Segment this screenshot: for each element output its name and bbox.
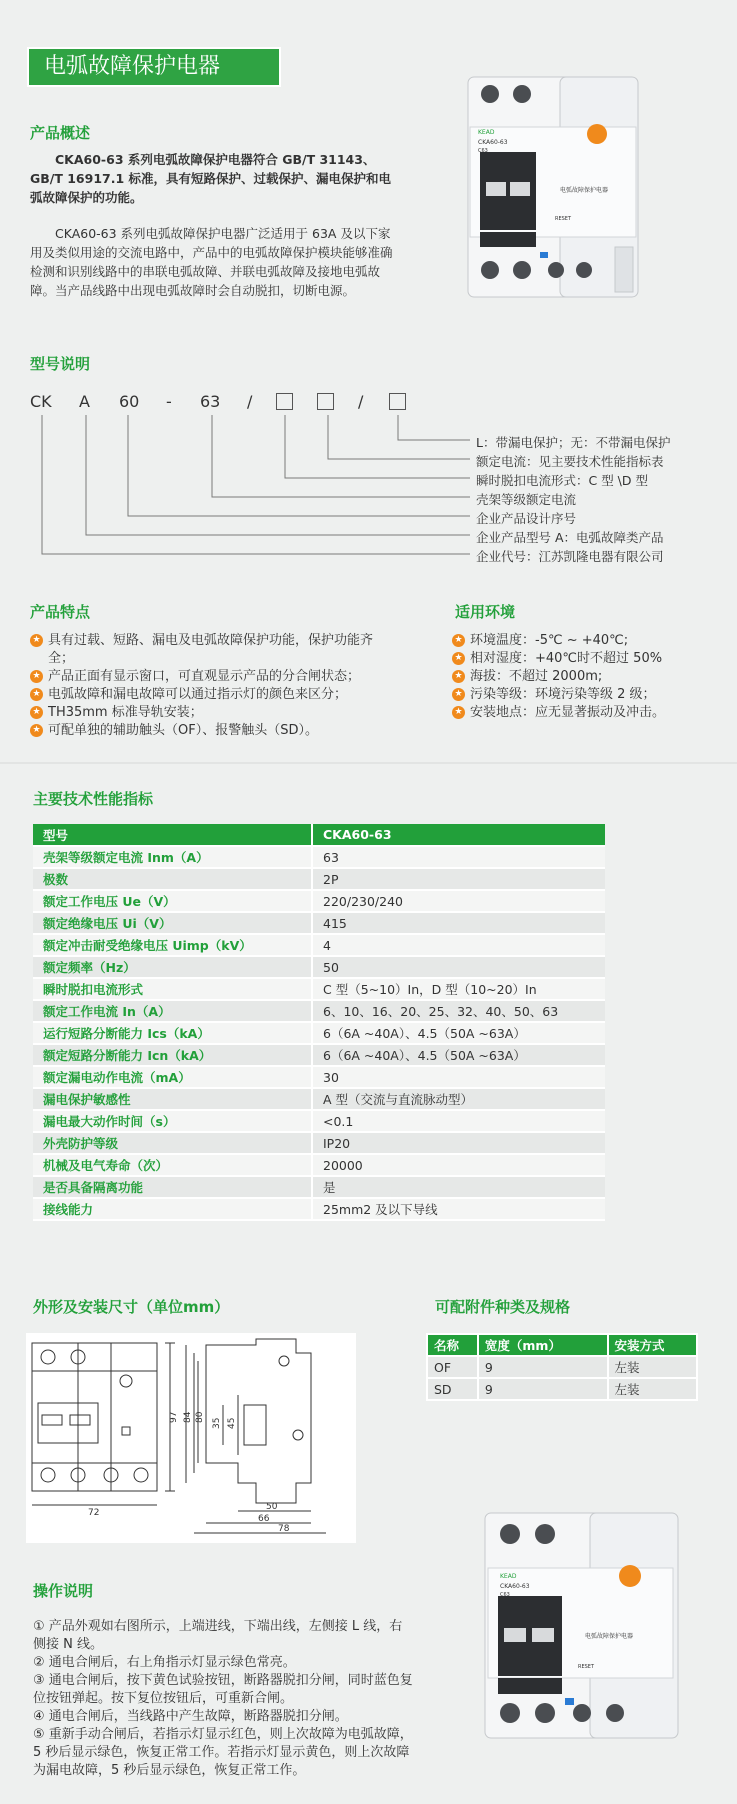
model-legend-2: 额定电流：见主要技术性能指标表 [476,454,664,469]
table-row: 额定绝缘电压 Ui（V） 415 [33,912,605,934]
dimensions-title: 外形及安装尺寸（单位mm） [33,1298,230,1316]
table-row: 外壳防护等级 IP20 [33,1132,605,1154]
model-legend-4: 壳架等级额定电流 [476,492,577,507]
leader-line-1 [398,415,470,440]
dim-label-45: 45 [227,1417,237,1429]
feature-item: ★ 电弧故障和漏电故障可以通过指示灯的颜色来区分； [30,686,390,704]
model-part-a: A [79,392,90,411]
leader-line-3 [285,415,470,478]
table-row: 额定频率（Hz） 50 [33,956,605,978]
feature-item: ★ 可配单独的辅助触头（OF）、报警触头（SD）。 [30,722,390,740]
table-row: 额定冲击耐受绝缘电压 Uimp（kV） 4 [33,934,605,956]
model-legend-1: L：带漏电保护；无：不带漏电保护 [476,435,671,450]
model-placeholder-box-2 [317,393,334,410]
star-icon: ★ [452,634,465,647]
section-divider [0,762,737,764]
table-row: 是否具备隔离功能 是 [33,1176,605,1198]
model-placeholder-box-3 [389,393,406,410]
model-part-60: 60 [119,392,140,411]
specs-header-key: 型号 [33,824,312,846]
table-row: 漏电保护敏感性 A 型（交流与直流脉动型） [33,1088,605,1110]
specs-header-row [33,824,605,846]
table-row: 漏电最大动作时间（s） <0.1 [33,1110,605,1132]
device-name-label-2: 电弧故障保护电器 [585,1633,634,1640]
operation-item: ③ 通电合闸后，按下黄色试验按钮，断路器脱扣分闸，同时蓝色复位按钮弹起。按下复位按钮后，可重新合闸。 [33,1673,413,1706]
environment-item: ★ 安装地点：应无显著振动及冲击。 [452,704,722,722]
star-icon: ★ [30,670,43,683]
operation-list [33,1618,413,1780]
features-list [30,632,390,740]
environment-item: ★ 相对湿度：+40℃时不超过 50% [452,650,722,668]
star-icon: ★ [452,688,465,701]
table-row: 极数 2P [33,868,605,890]
environment-item: ★ 污染等级：环境污染等级 2 级； [452,686,722,704]
star-icon: ★ [30,706,43,719]
star-icon: ★ [30,634,43,647]
table-row: 额定工作电流 In（A） 6、10、16、20、25、32、40、50、63 [33,1000,605,1022]
star-icon: ★ [452,670,465,683]
leader-line-5 [128,415,470,516]
device-brand-label: KEAD [478,129,495,136]
specs-header-value: CKA60-63 [312,824,605,846]
device-name-label: 电弧故障保护电器 [560,187,609,194]
dim-label-97: 97 [169,1411,179,1423]
device-rating-label: C63 [478,148,488,154]
feature-item: ★ 具有过载、短路、漏电及电弧故障保护功能，保护功能齐全； [30,632,390,668]
leader-line-2 [328,415,470,459]
model-legend-7: 企业代号：江苏凯隆电器有限公司 [476,549,664,564]
device-reset-label-2: RESET [578,1664,595,1670]
product-photo-top [460,72,640,304]
operation-item: ① 产品外观如右图所示，上端进线，下端出线，左侧接 L 线，右侧接 N 线。 [33,1619,403,1652]
table-row: 壳架等级额定电流 Inm（A） 63 [33,846,605,868]
model-part-dash: - [166,392,172,411]
model-legend-6: 企业产品型号 A：电弧故障类产品 [476,530,664,545]
table-row: 额定漏电动作电流（mA） 30 [33,1066,605,1088]
model-part-63: 63 [200,392,221,411]
overview-para-1: CKA60-63 系列电弧故障保护电器符合 GB/T 31143、GB/T 16917.1 标准，具有短路保护、过载保护、漏电保护和电弧故障保护的功能。 [30,152,392,205]
leader-line-7 [42,415,470,554]
table-row: 机械及电气寿命（次） 20000 [33,1154,605,1176]
features-title: 产品特点 [30,603,91,621]
overview-para-2: CKA60-63 系列电弧故障保护电器广泛适用于 63A 及以下家用及类似用途的交流电路中，产品中的电弧故障保护模块能够准确检测和识别线路中的串联电弧故障、并联电弧故障及接地电弧故障。当产品线路中出现电弧故障时会自动脱扣，切断电源。 [30,226,393,298]
operation-title: 操作说明 [33,1582,94,1600]
product-photo-bottom [470,1508,685,1753]
model-legend-5: 企业产品设计序号 [476,511,577,526]
leader-line-6 [86,415,470,535]
environment-item: ★ 环境温度：-5℃ ~ +40℃; [452,632,722,650]
device-model-label-2: CKA60-63 [500,1583,530,1590]
device-rating-label-2: C63 [500,1592,510,1598]
dim-label-72: 72 [88,1508,100,1518]
star-icon: ★ [452,652,465,665]
table-row: 瞬时脱扣电流形式 C 型（5~10）In，D 型（10~20）In [33,978,605,1000]
dim-label-78: 78 [278,1524,290,1534]
specs-table [33,824,605,1221]
table-row: 额定短路分断能力 Icn（kA） 6（6A ~40A）、4.5（50A ~63A） [33,1044,605,1066]
feature-item: ★ 产品正面有显示窗口，可直观显示产品的分合闸状态； [30,668,390,686]
dim-label-80: 80 [195,1411,205,1423]
table-row: 额定工作电压 Ue（V） 220/230/240 [33,890,605,912]
breaker-device-2 [485,1513,678,1738]
environment-title: 适用环境 [455,603,516,621]
dimension-drawing [26,1333,356,1543]
table-row: 运行短路分断能力 Ics（kA） 6（6A ~40A）、4.5（50A ~63A） [33,1022,605,1044]
leader-line-4 [212,415,470,497]
operation-item: ④ 通电合闸后，当线路中产生故障，断路器脱扣分闸。 [33,1709,348,1724]
environment-item: ★ 海拔：不超过 2000m; [452,668,722,686]
operation-item: ⑤ 重新手动合闸后，若指示灯显示红色，则上次故障为电弧故障，5 秒后显示绿色，恢复正常工作。若指示灯显示黄色，则上次故障为漏电故障，5 秒后显示绿色，恢复正常工作。 [33,1727,413,1778]
dim-label-35: 35 [212,1417,222,1429]
environment-list [452,632,722,722]
dim-label-66: 66 [258,1514,270,1524]
feature-item: ★ TH35mm 标准导轨安装； [30,704,390,722]
table-row: OF 9 左装 [427,1356,697,1378]
table-row: SD 9 左装 [427,1378,697,1400]
star-icon: ★ [30,688,43,701]
model-legend-3: 瞬时脱扣电流形式：C 型 \D 型 [476,473,648,488]
model-placeholder-box-1 [276,393,293,410]
model-part-slash-2: / [358,392,364,411]
device-reset-label: RESET [555,216,572,222]
accessories-table [426,1333,698,1401]
device-model-label: CKA60-63 [478,139,508,146]
device-brand-label-2: KEAD [500,1573,517,1580]
star-icon: ★ [30,724,43,737]
accessories-title: 可配附件种类及规格 [435,1298,571,1316]
model-part-ck: CK [30,392,52,411]
page-banner: 电弧故障保护电器 [27,47,281,87]
operation-item: ② 通电合闸后，右上角指示灯显示绿色常亮。 [33,1655,296,1670]
specs-title: 主要技术性能指标 [33,790,154,808]
dim-label-84: 84 [183,1411,193,1423]
overview-title: 产品概述 [30,124,91,142]
table-row: 接线能力 25mm2 及以下导线 [33,1198,605,1220]
model-part-slash-1: / [247,392,253,411]
breaker-device [468,77,638,297]
dim-label-50: 50 [266,1502,278,1512]
model-title: 型号说明 [30,355,91,373]
star-icon: ★ [452,706,465,719]
accessories-header-row: 名称 宽度（mm） 安装方式 [427,1334,697,1356]
